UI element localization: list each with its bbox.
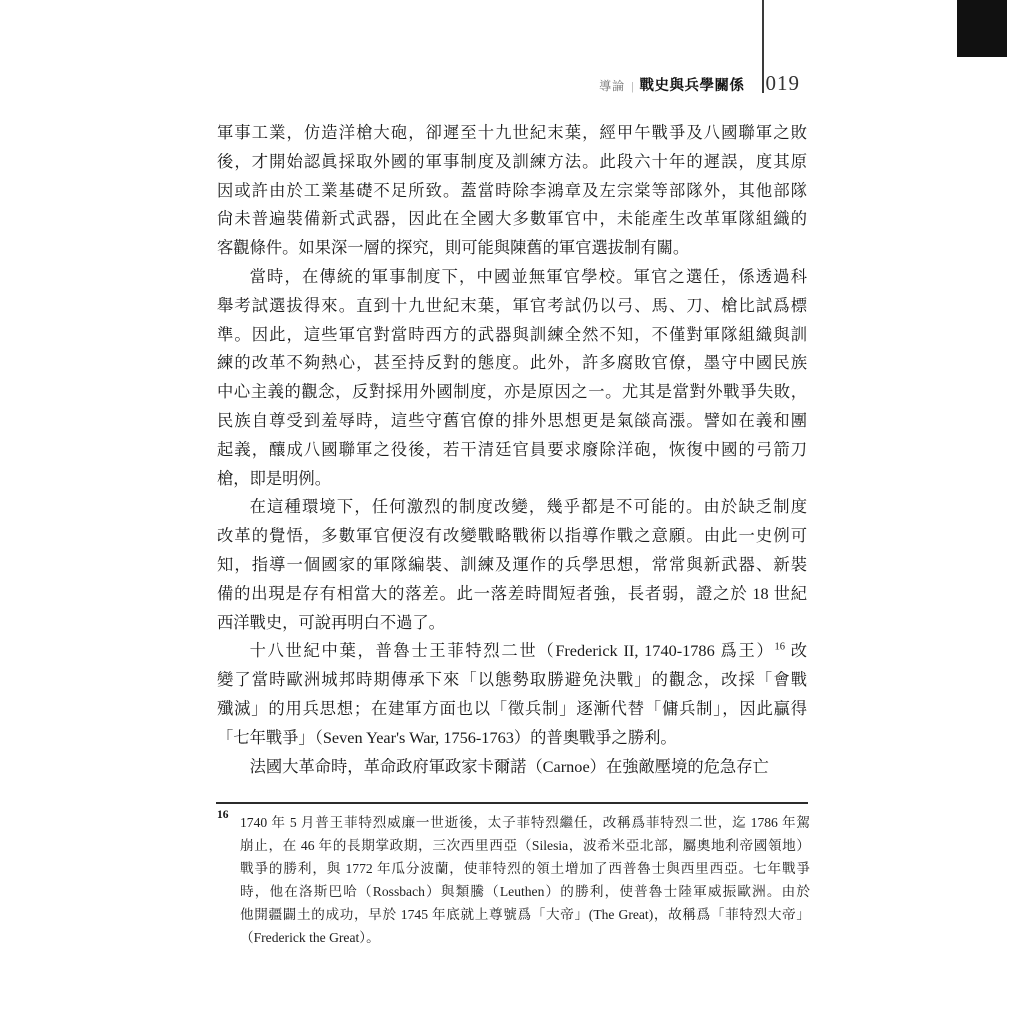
line-text: 改 xyxy=(784,641,807,661)
page-header xyxy=(599,71,800,96)
footnote-rule xyxy=(216,802,808,804)
body-line: 民族自尊受到羞辱時，這些守舊官僚的排外思想更是氣燄高漲。譬如在義和團 xyxy=(217,410,807,430)
body-line: 西洋戰史，可說再明白不過了。 xyxy=(217,612,445,632)
body-line: 舉考試選拔得來。直到十九世紀末葉，軍官考試仍以弓、馬、刀、槍比試爲標 xyxy=(217,295,807,315)
body-line: 軍事工業，仿造洋槍大砲，卻遲至十九世紀末葉，經甲午戰爭及八國聯軍之敗 xyxy=(217,123,807,142)
footnote-line: （Frederick the Great）。 xyxy=(240,930,380,945)
body-line: 備的出現是存有相當大的落差。此一落差時間短者強，長者弱，證之於 18 世紀 xyxy=(217,583,807,603)
body-line: 尙未普遍裝備新式武器，因此在全國大多數軍官中，未能產生改革軍隊組織的 xyxy=(217,209,807,229)
footnote-line: 時，他在洛斯巴哈（Rossbach）與類騰（Leuthen）的勝利，使普魯士陸軍威振歐洲。由於 xyxy=(240,884,810,899)
body-line: 當時，在傳統的軍事制度下，中國並無軍官學校。軍官之選任，係透過科 xyxy=(249,266,807,286)
header-separator: | xyxy=(631,79,634,93)
footnote-text xyxy=(240,811,810,949)
body-text xyxy=(217,119,807,781)
body-line: 在這種環境下，任何激烈的制度改變，幾乎都是不可能的。由於缺乏制度 xyxy=(249,497,807,517)
footnote-marker: 16 xyxy=(217,809,229,821)
chapter-title: 戰史與兵學關係 xyxy=(639,78,745,94)
bookmark-tab-icon[interactable] xyxy=(957,0,1007,57)
body-line: 中心主義的觀念，反對採用外國制度，亦是原因之一。尤其是當對外戰爭失敗， xyxy=(217,382,807,402)
body-line: 「七年戰爭」（Seven Year's War, 1756-1763）的普奧戰爭之勝利。 xyxy=(217,727,677,747)
body-line: 起義，釀成八國聯軍之役後，若干清廷官員要求廢除洋砲，恢復中國的弓箭刀 xyxy=(217,439,807,459)
body-line: 因或許由於工業基礎不足所致。蓋當時除李鴻章及左宗棠等部隊外，其他部隊 xyxy=(217,180,807,200)
body-line: 客觀條件。如果深一層的探究，則可能與陳舊的軍官選拔制有關。 xyxy=(217,238,690,258)
footnote-line: 他開疆闢土的成功，早於 1745 年底就上尊號爲「大帝」(The Great)，故稱爲「菲特烈大帝」 xyxy=(240,907,810,922)
footnote-line: 崩止，在 46 年的長期掌政期，三次西里西亞（Silesia，波希米亞北部，屬奧地利帝國領地） xyxy=(240,838,810,853)
body-line: 槍，即是明例。 xyxy=(217,468,331,488)
body-line xyxy=(217,637,807,666)
section-label: 導論 xyxy=(599,79,626,93)
footnote-line: 1740 年 5 月普王菲特烈威廉一世逝後，太子菲特烈繼任，改稱爲菲特烈二世，迄 1786 年駕 xyxy=(240,815,810,830)
body-line: 知，指導一個國家的軍隊編裝、訓練及運作的兵學思想，常常與新武器、新裝 xyxy=(217,554,807,574)
body-line: 準。因此，這些軍官對當時西方的武器與訓練全然不知，不僅對軍隊組織與訓 xyxy=(217,324,807,344)
body-line: 變了當時歐洲城邦時期傳承下來「以態勢取勝避免決戰」的觀念，改採「會戰 xyxy=(217,670,807,690)
footnote-ref: 16 xyxy=(774,641,785,653)
body-line: 後，才開始認眞採取外國的軍事制度及訓練方法。此段六十年的遲誤，度其原 xyxy=(217,151,807,171)
page-number: 019 xyxy=(765,71,800,95)
line-text: 十八世紀中葉，普魯士王菲特烈二世（Frederick II, 1740-1786 爲王） xyxy=(249,641,775,661)
body-line: 練的改革不夠熱心，甚至持反對的態度。此外，許多腐敗官僚，墨守中國民族 xyxy=(217,353,807,373)
body-line: 法國大革命時，革命政府軍政家卡爾諾（Carnoe）在強敵壓境的危急存亡 xyxy=(249,756,769,776)
body-line: 改革的覺悟，多數軍官便沒有改變戰略戰術以指導作戰之意願。由此一史例可 xyxy=(217,526,807,546)
body-line: 殲滅」的用兵思想；在建軍方面也以「徵兵制」逐漸代替「傭兵制」，因此贏得 xyxy=(217,698,807,718)
footnote-line: 戰爭的勝利，與 1772 年瓜分波蘭，使菲特烈的領土增加了西普魯士與西里西亞。七年戰爭 xyxy=(240,861,810,876)
